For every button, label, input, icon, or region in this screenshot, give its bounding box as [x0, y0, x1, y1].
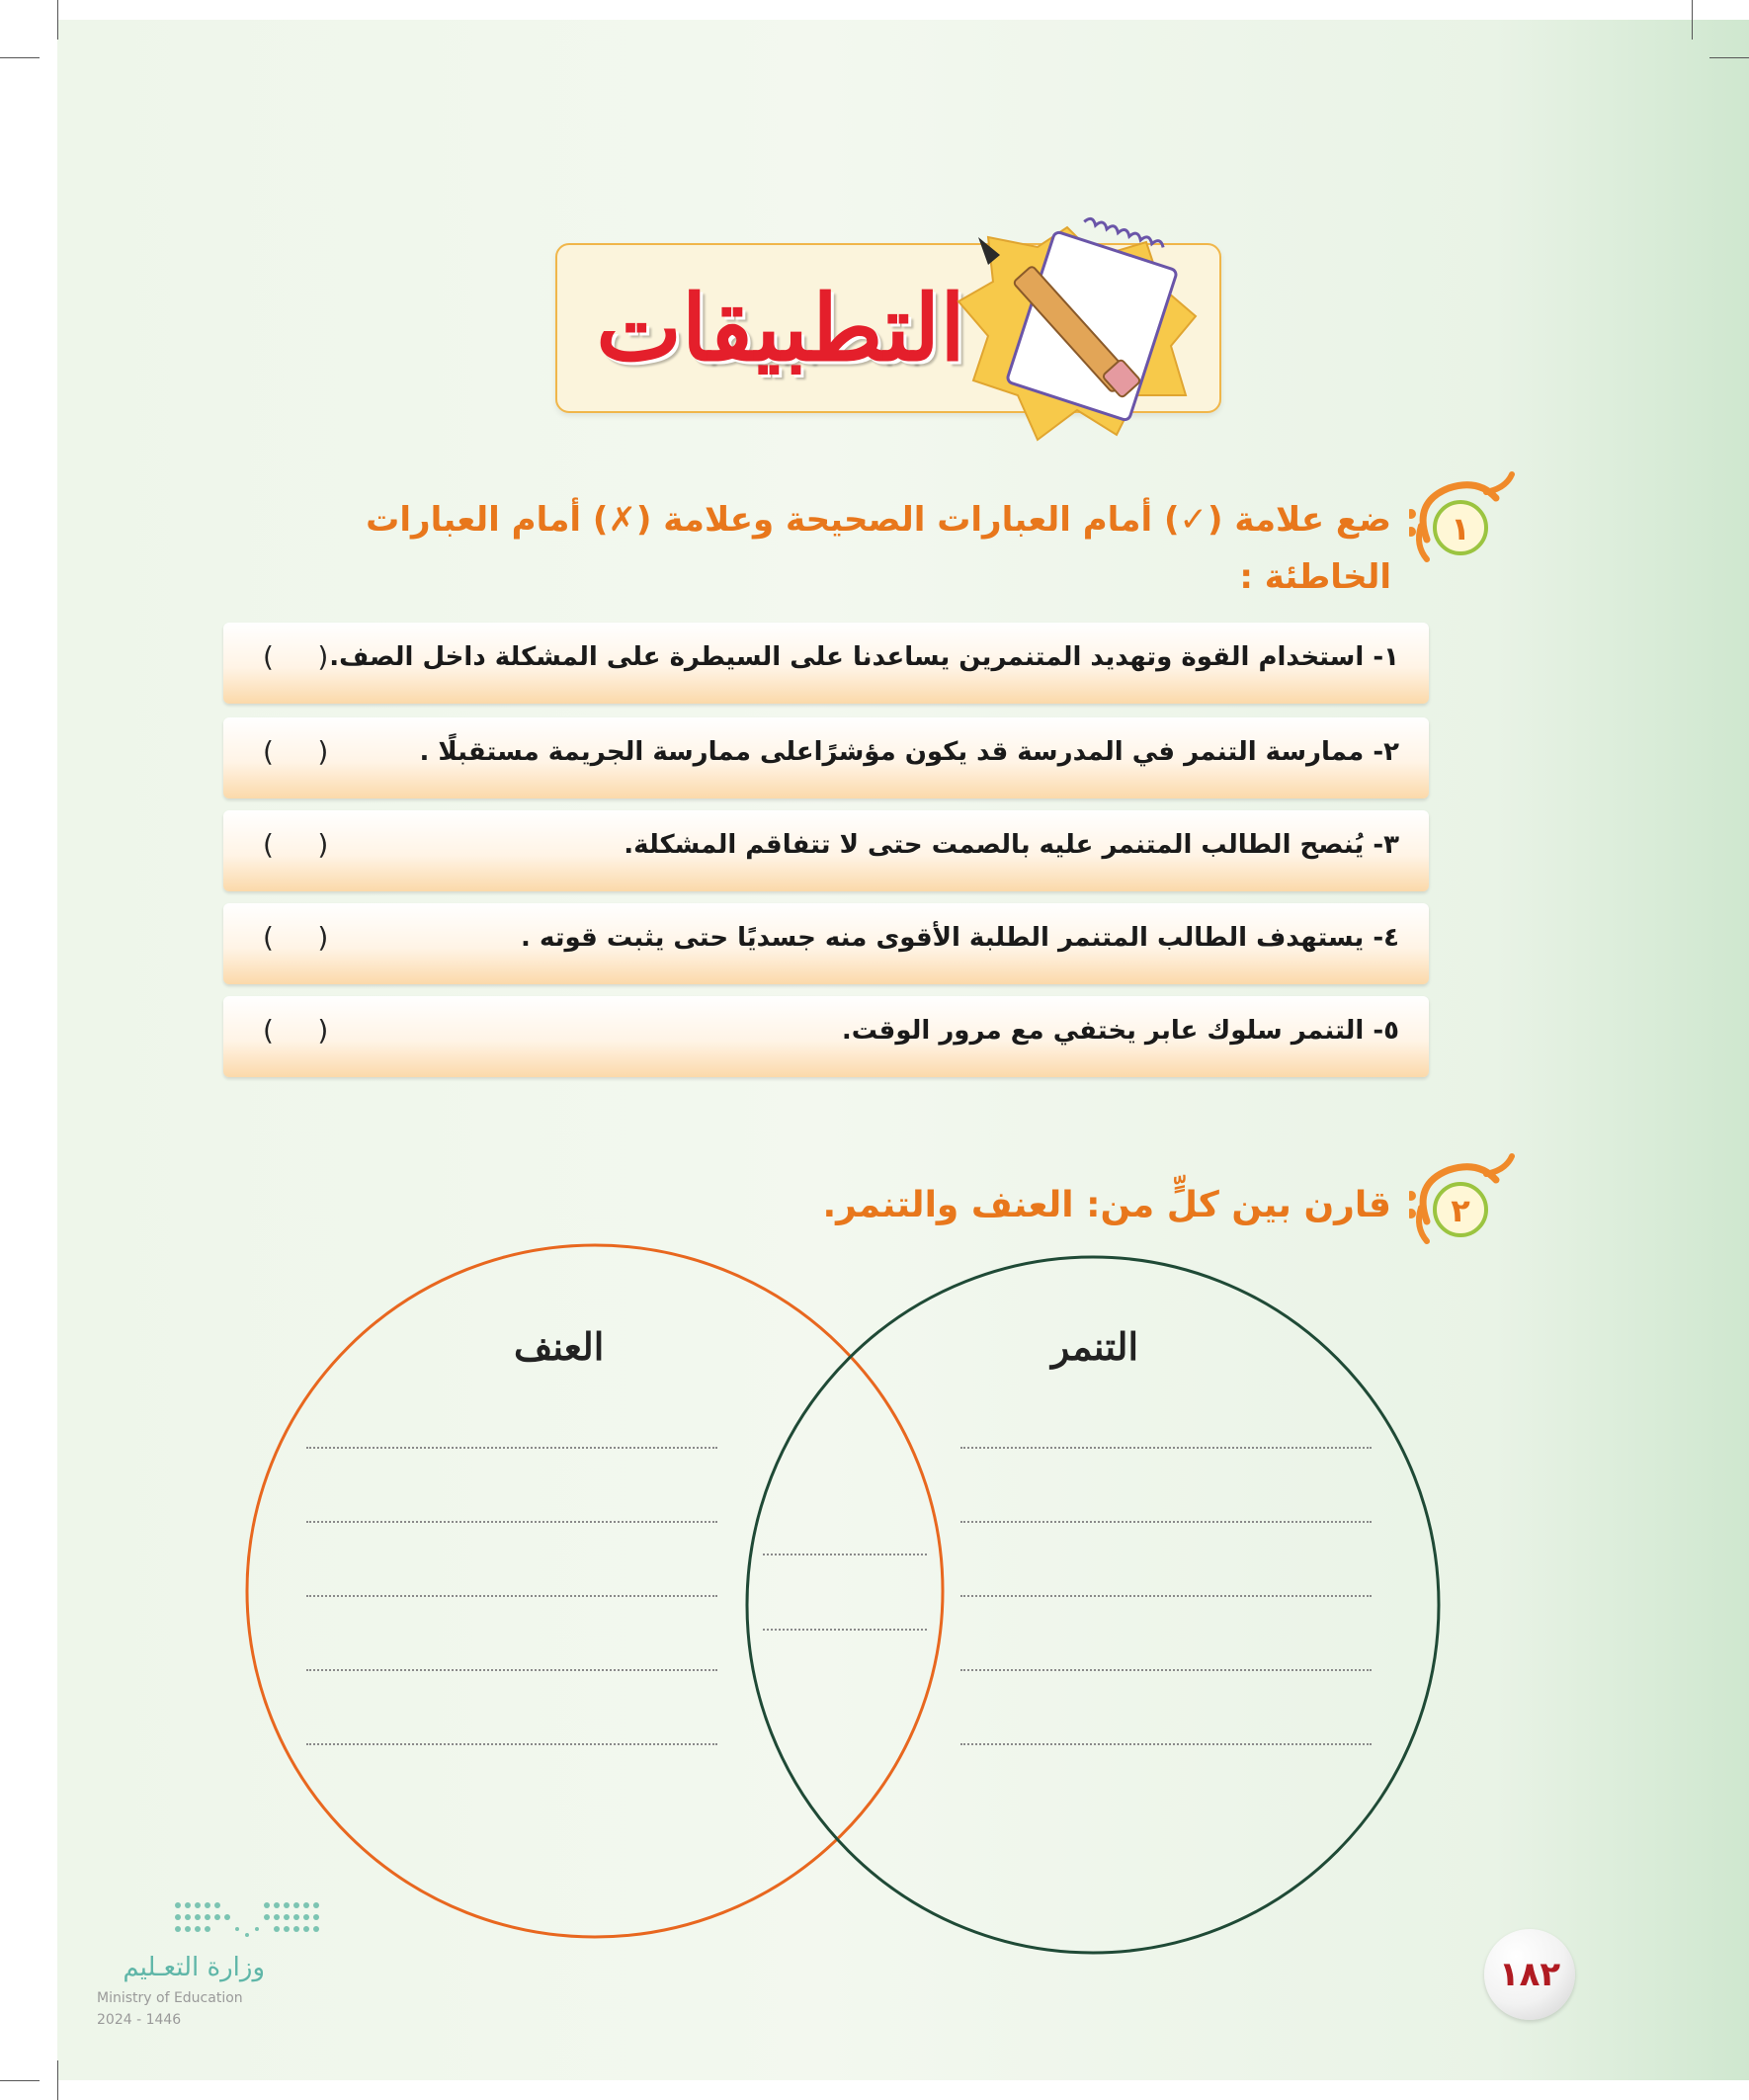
- statement-row: [223, 623, 1429, 704]
- notepad-pencil-icon: [949, 208, 1215, 455]
- ministry-name-english: Ministry of Education: [97, 1990, 243, 2006]
- answer-box[interactable]: ( ): [263, 1014, 329, 1047]
- answer-box[interactable]: ( ): [263, 828, 329, 861]
- writing-line[interactable]: [960, 1669, 1372, 1671]
- venn-right-label: التنمر: [1051, 1324, 1139, 1369]
- writing-line[interactable]: [763, 1554, 927, 1555]
- ministry-logo-icon: [168, 1895, 326, 1945]
- statement-text: ١- استخدام القوة وتهديد المتنمرين يساعدنا على السيطرة على المشكلة داخل الصف.: [329, 642, 1399, 672]
- writing-line[interactable]: [306, 1447, 717, 1449]
- writing-line[interactable]: [960, 1447, 1372, 1449]
- question-1-instruction-line2: الخاطئة :: [1239, 557, 1391, 597]
- question-1-badge: [1409, 470, 1518, 569]
- crop-mark: [57, 2060, 58, 2100]
- writing-line[interactable]: [960, 1743, 1372, 1745]
- statement-text: ٥- التنمر سلوك عابر يختفي مع مرور الوقت.: [841, 1016, 1399, 1046]
- writing-line[interactable]: [306, 1669, 717, 1671]
- question-1-instruction: ضع علامة (✓) أمام العبارات الصحيحة وعلامة (✗) أمام العبارات: [366, 500, 1391, 540]
- page-title: التطبيقات: [596, 275, 965, 381]
- writing-line[interactable]: [763, 1629, 927, 1631]
- crop-mark: [1692, 0, 1693, 40]
- page-number: ١٨٢: [1484, 1929, 1575, 2020]
- statement-row: [223, 810, 1429, 891]
- writing-line[interactable]: [960, 1521, 1372, 1523]
- crop-mark: [57, 0, 58, 40]
- writing-line[interactable]: [306, 1521, 717, 1523]
- crop-mark: [0, 57, 40, 58]
- writing-line[interactable]: [306, 1595, 717, 1597]
- statement-row: [223, 717, 1429, 798]
- question-2-badge: [1409, 1152, 1518, 1251]
- question-1-number: ١: [1451, 510, 1470, 547]
- question-2-number: ٢: [1451, 1192, 1470, 1229]
- question-2-instruction: قارن بين كلٍّ من: العنف والتنمر.: [822, 1185, 1391, 1225]
- answer-box[interactable]: ( ): [263, 735, 329, 768]
- edition-year: 2024 - 1446: [97, 2012, 182, 2028]
- statement-row: [223, 903, 1429, 984]
- crop-mark: [1709, 57, 1749, 58]
- ministry-name-arabic: وزارة التعـليم: [123, 1953, 265, 1982]
- venn-left-label: العنف: [514, 1324, 605, 1369]
- crop-mark: [0, 2080, 40, 2081]
- statement-row: [223, 996, 1429, 1077]
- answer-box[interactable]: ( ): [263, 921, 329, 954]
- statement-text: ٢- ممارسة التنمر في المدرسة قد يكون مؤشرًاعلى ممارسة الجريمة مستقبلًا .: [419, 737, 1399, 767]
- writing-line[interactable]: [960, 1595, 1372, 1597]
- answer-box[interactable]: ( ): [263, 640, 329, 673]
- statement-text: ٣- يُنصح الطالب المتنمر عليه بالصمت حتى لا تتفاقم المشكلة.: [624, 830, 1399, 860]
- writing-line[interactable]: [306, 1743, 717, 1745]
- statement-text: ٤- يستهدف الطالب المتنمر الطلبة الأقوى منه جسديًا حتى يثبت قوته .: [521, 923, 1399, 953]
